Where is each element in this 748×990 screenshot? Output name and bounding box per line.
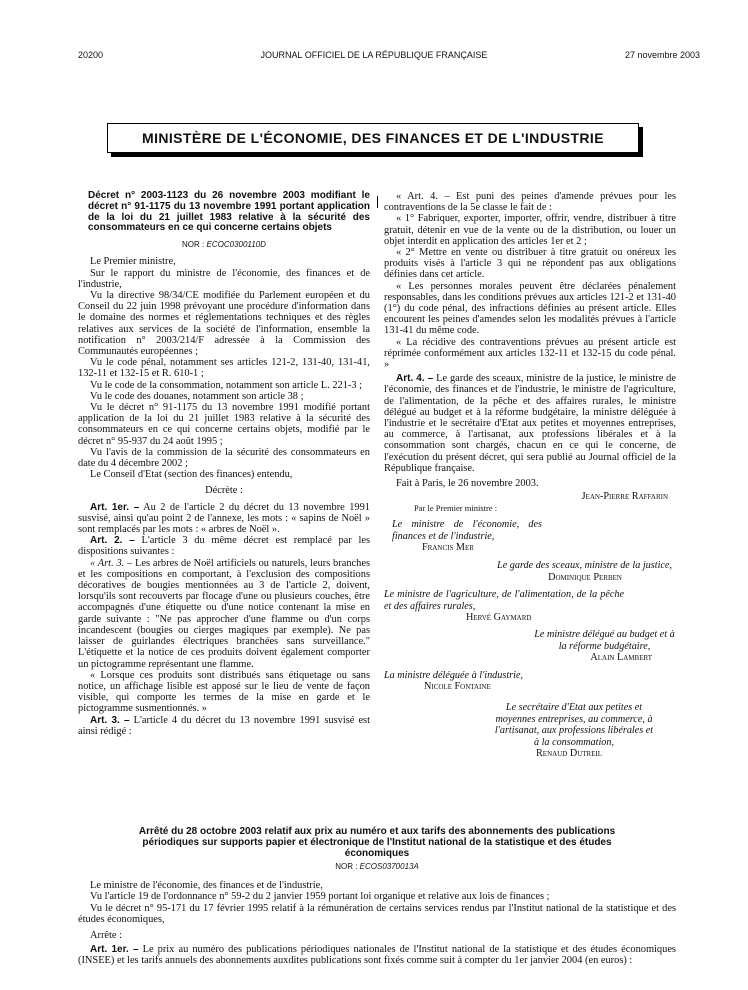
signature-eco-name: Francis Mer (422, 541, 474, 553)
quoted-article-4-item: « 1° Fabriquer, exporter, importer, offrir, vendre, distribuer à titre gratuit, détenir en vue de la vente ou de la distribution, ou louer un objet interdit en application des articles 1er et 2 ; (384, 213, 676, 247)
nor-label: NOR : (182, 240, 205, 250)
arrete-paragraph: Vu le décret n° 95-171 du 17 février 1995 relatif à la rémunération de certains services rendus par l'Institut national de la statistique et des études économiques, (78, 902, 676, 925)
signature-eco-role (392, 519, 542, 542)
page-number: 20200 (78, 50, 104, 60)
article-1-text: Au 2 de l'article 2 du décret du 13 novembre 1991 susvisé, ainsi qu'au point 2 de l'annexe, les mots : « sapins de Noël » sont remplacés par les mots : « arbres de Noël ». (78, 501, 370, 536)
arrete-article-1-label: Art. 1er. – (90, 944, 139, 956)
article-4 (384, 373, 676, 474)
signature-pme-name: Renaud Dutreil (536, 748, 603, 759)
article-1-label: Art. 1er. – (90, 501, 140, 513)
quoted-article-4-para: « Les personnes morales peuvent être déclarées pénalement responsables, dans les conditions prévues aux articles 121-2 et 131-40 (1°) du code pénal, des infractions définies au présent article. Elles encourent les peines d'amendes selon les modalités prévues à l'article 131-41 du même code. (384, 280, 676, 337)
arrete-heading: Arrête : (90, 930, 123, 942)
eco-role-text: Le ministre de l'économie, des finances et de l'industrie, (392, 519, 542, 542)
arrete-title: Arrêté du 28 octobre 2003 relatif aux prix au numéro et aux tarifs des abonnements des publications périodiques sur supports papier et électronique de l'Institut national de la statistique et des études économiques (138, 826, 616, 859)
running-header (0, 50, 748, 64)
signature-budget-role (532, 629, 677, 652)
arrete-article-1-text: Le prix au numéro des publications périodiques nationales de l'Institut national de la statistique et des études économiques (INSEE) et les tarifs annuels des abonnements auxdites publications sont fixés comme suit à compter du 1er janvier 2004 (en euros) : (78, 944, 676, 967)
article-2-text: L'article 3 du même décret est remplacé par les dispositions suivantes : (78, 535, 370, 558)
signature-industrie-role (384, 670, 676, 681)
quoted-article-4-item: « 2° Mettre en vente ou distribuer à titre gratuit ou onéreux les produits visés à l'article 3 qui ne répondent pas aux obligations définies dans cet article. (384, 247, 676, 281)
arrete-nor (78, 861, 676, 872)
visa-paragraph: Vu l'avis de la commission de la sécurité des consommateurs en date du 4 décembre 2002 ; (78, 446, 370, 470)
par-le-premier-ministre: Par le Premier ministre : (414, 502, 498, 513)
quoted-article-4-para: « La récidive des contraventions prévues au présent article est réprimée conformément aux articles 132-11 et 132-15 du code pénal. » (384, 336, 676, 371)
left-column (78, 191, 370, 737)
arrete-section (78, 826, 676, 967)
visa-paragraph: Le Premier ministre, (90, 256, 176, 268)
visa-paragraph: Vu la directive 98/34/CE modifiée du Parlement européen et du Conseil du 22 juin 1998 prévoyant une procédure d'information dans le domaine des normes et réglementations techniques et des règles relatives aux services de la société de l'information, ensemble la notification n° 2003/214/F adressée à la Commission des Communautés européennes ; (78, 290, 370, 358)
decree-title: Décret n° 2003-1123 du 26 novembre 2003 modifiant le décret n° 91-1175 du 13 novembre 1991 portant application de la loi du 21 juillet 1983 relative à la sécurité des consommateurs en ce qui concerne certains objets (88, 190, 370, 234)
column-divider-mark (377, 196, 378, 208)
issue-date: 27 novembre 2003 (624, 50, 700, 60)
article-3-text: L'article 4 du décret du 13 novembre 1991 susvisé est ainsi rédigé : (78, 714, 370, 737)
nor-code: ECOC0300110D (206, 240, 266, 250)
article-2-label: Art. 2. – (90, 535, 135, 547)
ministry-banner (107, 123, 639, 153)
article-2 (78, 535, 370, 557)
signature-justice-role (384, 560, 676, 571)
quoted-article-3 (78, 558, 370, 670)
agri-role-text: Le ministre de l'agriculture, de l'alimentation, de la pêche et des affaires rurales, (384, 589, 624, 612)
decree-nor (78, 239, 370, 250)
quoted-article-3-text: Les arbres de Noël artificiels ou naturels, leurs branches et les compositions en comportant, à l'exclusion des compositions décoratives de bougies mentionnées au 3 de l'article 2, doivent, lorsqu'ils sont recouverts par flocage d'une ou plusieurs couches, être accompagnés d'une étiquette ou d'une notice contenant la mise en garde suivante : "Ne pas approcher d'une flamme ou d'un corps incandescent (bougies ou cierges magiques par exemple). Ne pas laisser de guirlandes électriques branchées sans surveillance." L'étiquette et la notice de ces produits doivent également comporter un pictogramme représentant une flamme. (78, 557, 370, 670)
visa-paragraph: Vu le code de la consommation, notamment son article L. 221-3 ; (90, 379, 363, 391)
fait-a-paris: Fait à Paris, le 26 novembre 2003. (396, 478, 539, 490)
visa-paragraph: Le Conseil d'Etat (section des finances) entendu, (90, 469, 293, 481)
signature-budget-name: Alain Lambert (590, 652, 652, 664)
visa-paragraph: Sur le rapport du ministre de l'économie, des finances et de l'industrie, (78, 267, 370, 290)
ministry-title: MINISTÈRE DE L'ÉCONOMIE, DES FINANCES ET DE L'INDUSTRIE (142, 130, 604, 146)
article-3-label: Art. 3. – (90, 714, 130, 726)
pme-role-text: Le secrétaire d'Etat aux petites et moyennes entreprises, au commerce, à l'artisanat, aux professions libérales et à la consommation, (494, 702, 654, 748)
arrete-article-1 (78, 944, 676, 966)
signature-justice-name: Dominique Perben (548, 571, 622, 583)
quoted-article-3-p2: « Lorsque ces produits sont distribués sans étiquetage ou sans notice, un affichage lisible est apposé sur le lieu de vente de façon visible, qui comporte les termes de la mise en garde et le pictogramme susmentionnés. » (78, 669, 370, 715)
visa-paragraph: Vu le code des douanes, notamment son article 38 ; (90, 390, 304, 402)
article-3 (78, 715, 370, 737)
article-4-text: Le garde des sceaux, ministre de la justice, le ministre de l'économie, des finances et de l'industrie, le ministre de l'agriculture, de l'alimentation, de la pêche et des affaires rurales, le ministre délégué au budget et à la réforme budgétaire, la ministre déléguée à l'industrie et le secrétaire d'Etat aux petites et moyennes entreprises, au commerce, à l'artisanat, aux professions libérales et à la consommation sont chargés, chacun en ce qui le concerne, de l'exécution du présent décret, qui sera publié au Journal officiel de la République française. (384, 373, 676, 474)
justice-role-text: Le garde des sceaux, ministre de la justice, (497, 560, 672, 572)
budget-role-text: Le ministre délégué au budget et à la réforme budgétaire, (534, 629, 675, 652)
visa-paragraph: Vu le code pénal, notamment ses articles 121-2, 131-40, 131-41, 132-11 et 132-15 et R. 610-1 ; (78, 357, 370, 380)
journal-title: JOURNAL OFFICIEL DE LA RÉPUBLIQUE FRANÇAISE (260, 50, 488, 60)
visa-paragraph: Vu le décret n° 91-1175 du 13 novembre 1991 modifié portant application de la loi du 21 juillet 1983 relative à la sécurité des consommateurs en ce qui concerne certains objets, modifié par le décret n° 95-937 du 24 août 1995 ; (78, 402, 370, 447)
signature-industrie-name: Nicole Fontaine (424, 680, 491, 692)
industrie-role-text: La ministre déléguée à l'industrie, (384, 669, 524, 681)
quoted-article-3-label: « Art. 3. – (90, 557, 133, 569)
decrete-heading: Décrète : (205, 485, 243, 497)
arrete-nor-label: NOR : (335, 862, 358, 871)
signature-agri-role (384, 589, 624, 612)
signature-pme-role (494, 702, 654, 748)
arrete-paragraph: Le ministre de l'économie, des finances et de l'industrie, (90, 880, 323, 892)
article-1 (78, 502, 370, 536)
quoted-article-4: « Art. 4. – Est puni des peines d'amende prévues pour les contraventions de la 5e classe le fait de : (384, 191, 676, 214)
arrete-paragraph: Vu l'article 19 de l'ordonnance n° 59-2 du 2 janvier 1959 portant loi organique et relative aux lois de finances ; (90, 891, 550, 903)
signature-agri-name: Hervé Gaymard (466, 611, 532, 623)
signature-pm: Jean-Pierre Raffarin (581, 491, 668, 503)
arrete-nor-code: ECOS0370013A (359, 862, 419, 871)
article-4-label: Art. 4. – (396, 373, 434, 385)
right-column (384, 191, 676, 759)
